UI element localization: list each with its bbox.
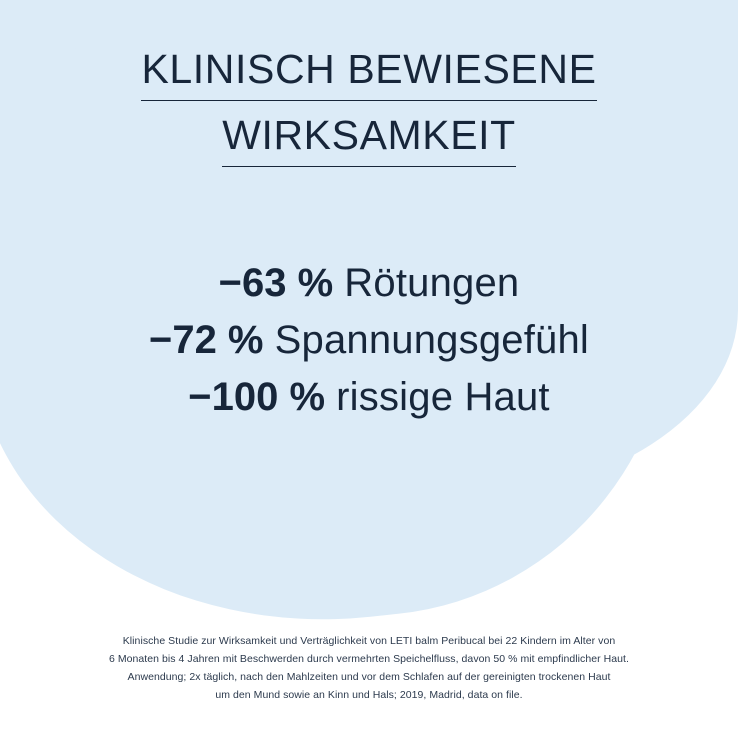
stat-row — [0, 312, 738, 369]
stat-row — [0, 369, 738, 426]
stat-label: Spannungsgefühl — [274, 317, 590, 362]
footnote-line-4: um den Mund sowie an Kinn und Hals; 2019, Madrid, data on file. — [215, 689, 523, 702]
page-title — [0, 40, 738, 167]
stat-value: −63 % — [218, 261, 334, 305]
stat-value: −100 % — [188, 374, 326, 419]
stat-value: −72 % — [148, 317, 264, 362]
footnote-line-2: 6 Monaten bis 4 Jahren mit Beschwerden durch vermehrten Speichelfluss, davon 50 % mit empfindlicher Haut. — [108, 653, 629, 666]
stat-label: rissige Haut — [336, 374, 550, 419]
page-title-line-2: WIRKSAMKEIT — [222, 106, 516, 167]
page-title-line-1: KLINISCH BEWIESENE — [141, 40, 596, 101]
stats-list — [0, 255, 738, 425]
footnote-line-3: Anwendung; 2x täglich, nach den Mahlzeiten und vor dem Schlafen auf der gereinigten trockenen Haut — [127, 671, 611, 684]
study-footnote — [59, 632, 679, 704]
stat-row — [0, 255, 738, 312]
footnote-line-1: Klinische Studie zur Wirksamkeit und Verträglichkeit von LETI balm Peribucal bei 22 Kindern im Alter von — [122, 635, 616, 647]
stat-label: Rötungen — [344, 261, 520, 305]
